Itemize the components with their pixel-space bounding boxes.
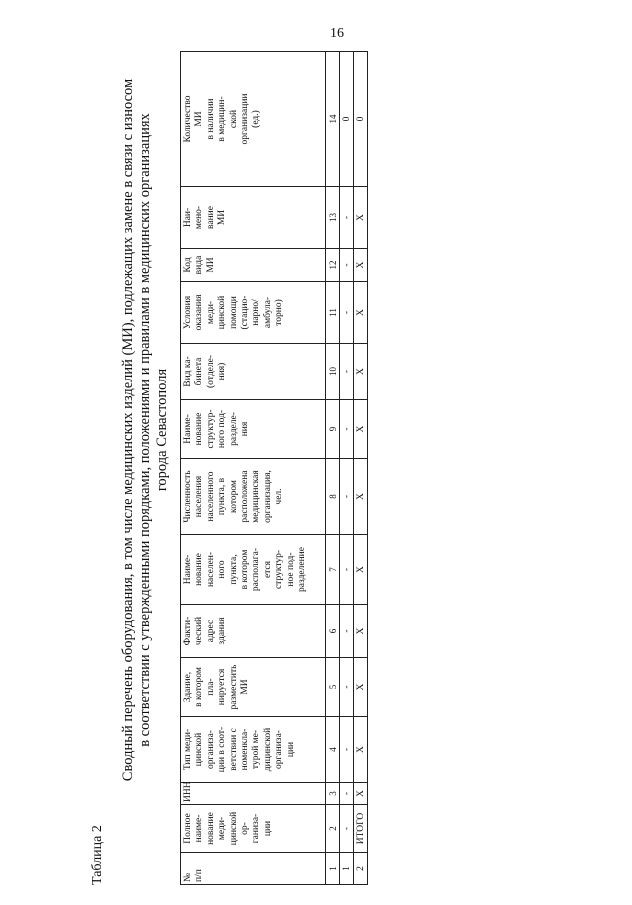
table-row bbox=[326, 52, 340, 885]
table-cell: 12 bbox=[326, 249, 340, 282]
table-cell: X bbox=[354, 459, 368, 535]
table-cell: 14 bbox=[326, 52, 340, 187]
table-cell: - bbox=[340, 535, 354, 605]
table-cell: - bbox=[340, 605, 354, 658]
table-cell: - bbox=[340, 658, 354, 717]
header-cell: Наи- мено- вание МИ bbox=[181, 187, 326, 249]
table-cell: 9 bbox=[326, 400, 340, 459]
title-line: в соответствии с утвержденными порядками, положениями и правилами в медицинских организациях bbox=[137, 113, 153, 747]
table-cell: 2 bbox=[326, 805, 340, 853]
table-cell: 8 bbox=[326, 459, 340, 535]
header-cell: Условия оказания меди- цинской помощи (стацио- нарно/ амбула- торно) bbox=[181, 282, 326, 344]
header-cell: Наиме- нование населен- ного пункта, в котором располага- ется структур- ное под- разделение bbox=[181, 535, 326, 605]
header-cell: Тип меди- цинской организа- ции в соот- ветствии с номенкла- турой ме- дицинской организа- ции bbox=[181, 717, 326, 783]
table-cell: X bbox=[354, 400, 368, 459]
table-cell: 0 bbox=[340, 52, 354, 187]
table-cell: 4 bbox=[326, 717, 340, 783]
table-cell: X bbox=[354, 187, 368, 249]
header-cell: Наиме- нование структур- ного под- разделе- ния bbox=[181, 400, 326, 459]
title-line: Сводный перечень оборудования, в том числе медицинских изделий (МИ), подлежащих замене в связи с износом bbox=[120, 78, 136, 782]
title-line: города Севастополя bbox=[154, 368, 170, 492]
header-cell: Численность населения населенного пункта, в котором расположена медицинская организация, чел. bbox=[181, 459, 326, 535]
table-cell: - bbox=[340, 344, 354, 400]
table-row bbox=[340, 52, 354, 885]
table-cell: X bbox=[354, 783, 368, 805]
table-cell: 10 bbox=[326, 344, 340, 400]
table-cell: 0 bbox=[354, 52, 368, 187]
table-cell: 3 bbox=[326, 783, 340, 805]
table-cell: - bbox=[340, 282, 354, 344]
table-cell: 11 bbox=[326, 282, 340, 344]
table-cell: X bbox=[354, 658, 368, 717]
table-label: Таблица 2 bbox=[90, 825, 105, 885]
header-cell: Количество МИ в наличии в медицин- ской организации (ед.) bbox=[181, 52, 326, 187]
table-cell: X bbox=[354, 605, 368, 658]
header-cell: ИНН bbox=[181, 783, 326, 805]
table-cell: - bbox=[340, 400, 354, 459]
rotated-page-content bbox=[90, 50, 385, 885]
table-cell: - bbox=[340, 459, 354, 535]
header-cell: Здание, в котором пла- нируется разместить МИ bbox=[181, 658, 326, 717]
table-cell: 1 bbox=[326, 853, 340, 885]
table-cell: - bbox=[340, 805, 354, 853]
header-cell: № п/п bbox=[181, 853, 326, 885]
table-cell: X bbox=[354, 535, 368, 605]
table-cell: 5 bbox=[326, 658, 340, 717]
header-row bbox=[181, 52, 326, 885]
header-cell: Код вида МИ bbox=[181, 249, 326, 282]
table-cell: - bbox=[340, 783, 354, 805]
table-cell: 6 bbox=[326, 605, 340, 658]
equipment-table bbox=[180, 51, 368, 885]
table-cell: 7 bbox=[326, 535, 340, 605]
table-row bbox=[354, 52, 368, 885]
table-cell: X bbox=[354, 249, 368, 282]
page-number: 16 bbox=[330, 26, 344, 41]
table-title bbox=[120, 45, 171, 815]
header-cell: Полное наиме- нование меди- цинской ор- ганиза- ции bbox=[181, 805, 326, 853]
table-cell: - bbox=[340, 187, 354, 249]
table-cell: X bbox=[354, 344, 368, 400]
table-cell: 2 bbox=[354, 853, 368, 885]
table-cell: - bbox=[340, 249, 354, 282]
table-cell: ИТОГО bbox=[354, 805, 368, 853]
table-cell: 1 bbox=[340, 853, 354, 885]
header-cell: Факти- ческий адрес здания bbox=[181, 605, 326, 658]
table-cell: X bbox=[354, 717, 368, 783]
table-cell: 13 bbox=[326, 187, 340, 249]
table-cell: X bbox=[354, 282, 368, 344]
table-cell: - bbox=[340, 717, 354, 783]
header-cell: Вид ка- бинета (отделе- ния) bbox=[181, 344, 326, 400]
